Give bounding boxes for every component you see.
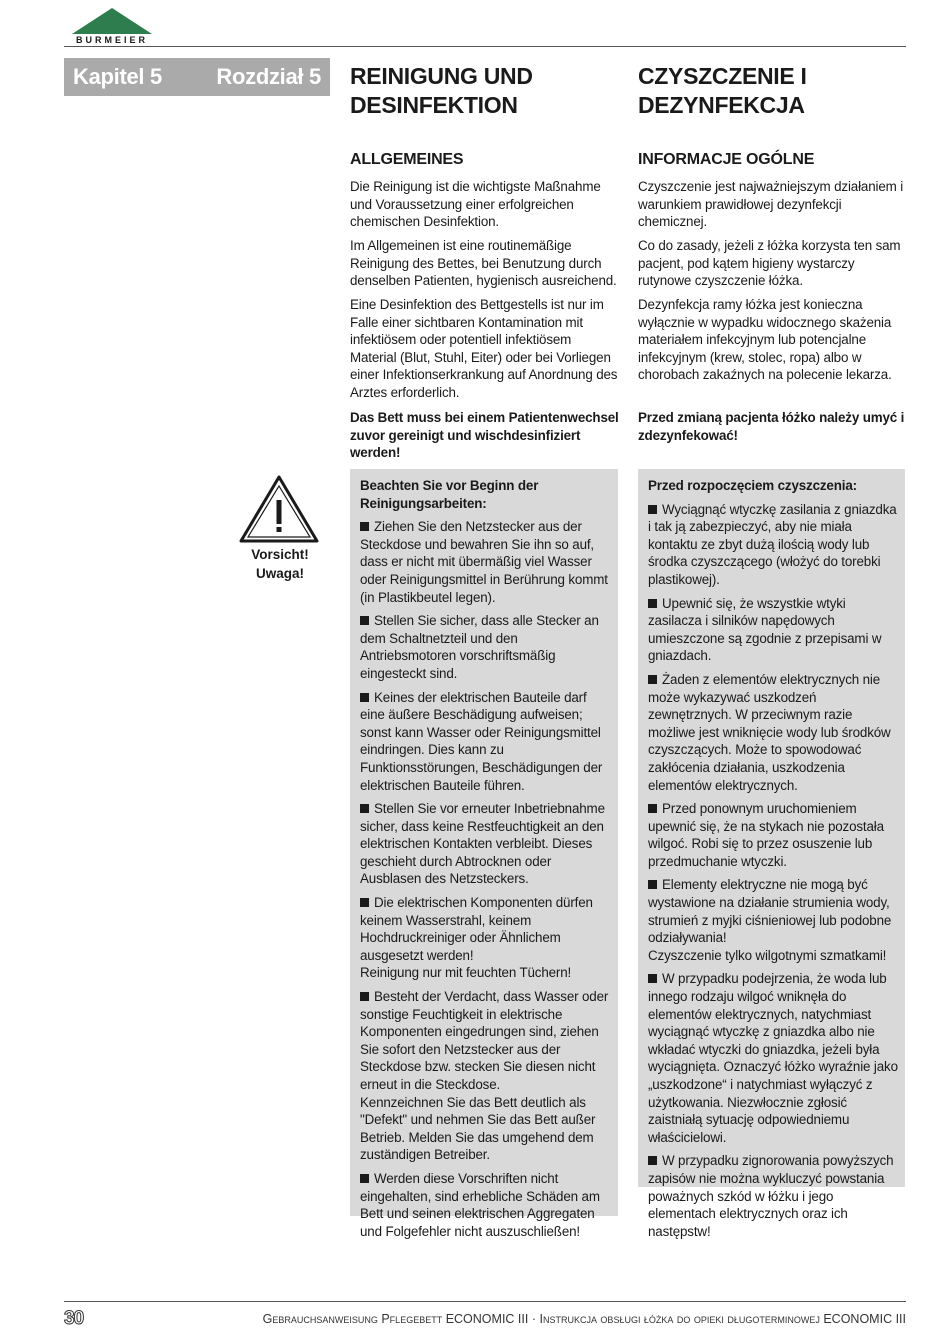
footer-manual-pl: Instrukcja obsługi łóżka do opieki długoterminowej (539, 1312, 820, 1326)
precautions-list-de (360, 518, 612, 1240)
bullet-square-icon (360, 616, 369, 625)
precaution-item-text: Keines der elektrischen Bauteile darf eine äußere Beschädigung aufweisen; sonst kann Wasser oder Reinigungsmittel eindringen. Dies kann zu Funktionsstörungen, Beschädigungen der elektrischen Bauteile führen. (360, 689, 603, 793)
bullet-square-icon (648, 599, 657, 608)
precaution-item-text: W przypadku podejrzenia, że woda lub innego rodzaju wilgoć wniknęła do elementów elektrycznych, natychmiast wyciągnąć wtyczkę z gniazdka albo nie wkładać wtyczki do gniazdka, jeżeli była wyciągnięta. Oznaczyć łóżko wyraźnie jako „uszkodzone“ i natychmiast wyłączyć z użytkowania. Niezwłocznie zgłosić zaistniałą sytuację odpowiedniemu właścicielowi. (648, 971, 898, 1145)
precaution-item-text: Ziehen Sie den Netzstecker aus der Steckdose und bewahren Sie ihn so auf, dass er nicht mit übermäßig viel Wasser oder Reinigungsmittel in Berührung kommt (in Plastikbeutel legen). (360, 519, 608, 605)
logo-roof-icon (68, 8, 156, 34)
bullet-square-icon (360, 804, 369, 813)
precaution-item-text: Elementy elektryczne nie mogą być wystawione na działanie strumienia wody, strumień z myjki ciśnieniowej lub podobne odziaływania! (648, 877, 892, 946)
bullet-square-icon (360, 1174, 369, 1183)
bullet-square-icon (360, 522, 369, 531)
bullet-square-icon (648, 505, 657, 514)
section-title-pl-line2: DEZYNFEKCJA (638, 92, 805, 118)
section-title-pl (638, 62, 908, 120)
precautions-box-pl (638, 469, 905, 1239)
paragraph-pl-2: Co do zasady, jeżeli z łóżka korzysta ten sam pacjent, pod kątem higieny wystarczy rutynowe czyszczenie łóżka. (638, 238, 901, 289)
section-title-de-line2: DESINFEKTION (350, 92, 518, 118)
precaution-item (648, 595, 900, 665)
precaution-item-text: W przypadku zignorowania powyższych zapisów nie można wykluczyć powstania poważnych szkód w łóżku i jego elementach elektrycznych oraz ich następstw! (648, 1153, 894, 1239)
precaution-item-text: Werden diese Vorschriften nicht eingehalten, sind erhebliche Schäden am Bett und seinen elektrischen Aggregaten und Folgefehler nicht auszuschließen! (360, 1170, 600, 1239)
footer-model-de: ECONOMIC III (445, 1312, 529, 1326)
precaution-item-text: Stellen Sie sicher, dass alle Stecker an dem Schaltnetzteil und den Antriebsmotoren vorschriftsmäßig eingesteckt sind. (360, 613, 599, 681)
precaution-item-text: Przed ponownym uruchomieniem upewnić się, że na stykach nie pozostała wilgoć. Robi się to przez osuszenie lub przedmuchanie wtyczki. (648, 801, 884, 869)
precaution-item (360, 612, 612, 682)
paragraph-de-3: Eine Desinfektion des Bettgestells ist nur im Falle einer sichtbaren Kontamination mit infektiösem oder potentiell infektiösem Material (Blut, Stuhl, Eiter) oder bei Vorliegen einer Infektionserkrankung auf Anordnung des Arztes erforderlich. (350, 297, 618, 400)
section-title-de-line1: REINIGUNG UND (350, 63, 533, 89)
footer-manual-de: Gebrauchsanweisung Pflegebett (262, 1312, 443, 1326)
footer-separator: · (531, 1312, 536, 1326)
burmeier-logo (68, 8, 156, 45)
bullet-square-icon (648, 1156, 657, 1165)
precaution-item-text: Żaden z elementów elektrycznych nie może wykazywać uszkodzeń zewnętrznych. W przeciwnym razie możliwe jest wniknięcie wody lub środków czyszczących. Może to spowodować zakłócenia działania, uszkodzenia elementów elektrycznych. (648, 671, 891, 793)
bullet-square-icon (648, 675, 657, 684)
precaution-item-text: Kennzeichnen Sie das Bett deutlich als "Defekt" und nehmen Sie das Bett außer Betrieb. Melden Sie das umgehend dem zuständigen Betreiber. (360, 1094, 596, 1163)
precaution-item (648, 970, 900, 1146)
precaution-item-text: Reinigung nur mit feuchten Tüchern! (360, 965, 572, 981)
paragraph-de-4: Das Bett muss bei einem Patientenwechsel zuvor gereinigt und wischdesinfiziert werden! (350, 410, 619, 461)
warning-triangle-icon (238, 474, 320, 549)
paragraph-de-1: Die Reinigung ist die wichtigste Maßnahme und Voraussetzung einer erfolgreichen chemischen Desinfektion. (350, 179, 601, 230)
precaution-item-text: Besteht der Verdacht, dass Wasser oder sonstige Feuchtigkeit in elektrische Komponenten eingedrungen sind, ziehen Sie sofort den Netzstecker aus der Steckdose bzw. stecken Sie diesen nicht erneut in die Steckdose. (360, 989, 609, 1092)
precaution-item (360, 800, 612, 888)
chapter-box (64, 58, 330, 96)
subtitle-de: ALLGEMEINES (350, 151, 464, 168)
bottom-divider (64, 1301, 906, 1302)
page-number: 30 (64, 1308, 84, 1329)
paragraph-pl-4: Przed zmianą pacjenta łóżko należy umyć i zdezynfekować! (638, 410, 905, 443)
subtitle-pl: INFORMACJE OGÓLNE (638, 151, 815, 168)
precaution-item (360, 1170, 612, 1240)
precautions-box-de (350, 469, 618, 1239)
paragraph-de-2: Im Allgemeinen ist eine routinemäßige Reinigung des Bettes, bei Benutzung durch denselben Patienten, hygienisch ausreichend. (350, 238, 617, 289)
bullet-square-icon (648, 974, 657, 983)
paragraph-pl-1: Czyszczenie jest najważniejszym działaniem i warunkiem prawidłowej dezynfekcji chemicznej. (638, 179, 904, 230)
precaution-item (360, 689, 612, 795)
paragraph-pl-3: Dezynfekcja ramy łóżka jest konieczna wyłącznie w wypadku widocznego skażenia materiałem infekcyjnym lub potencjalne infekcyjnym (krew, stolec, ropa) albo w chorobach zakaźnych na polecenie lekarza. (638, 297, 892, 383)
chapter-label-de: Kapitel 5 (73, 64, 162, 89)
section-title-de (350, 62, 620, 120)
chapter-label-pl: Rozdział 5 (216, 64, 321, 89)
warning-label (230, 545, 330, 583)
precaution-item (648, 800, 900, 870)
warning-label-pl: Uwaga! (255, 566, 304, 581)
precaution-item (648, 671, 900, 794)
precaution-item-text: Upewnić się, że wszystkie wtyki zasilacza i silników napędowych umieszczone są zgodnie z przepisami w gniazdach. (648, 595, 882, 664)
precautions-list-pl (648, 501, 900, 1241)
precaution-item-text: Wyciągnąć wtyczkę zasilania z gniazdka i tak ją zabezpieczyć, aby nie miała kontaktu ze zbyt dużą ilością wody lub środka czyszczącego (włożyć do torebki plastikowej). (648, 501, 897, 587)
brand-name: BURMEIER (75, 35, 148, 45)
precaution-item (648, 876, 900, 964)
bullet-square-icon (648, 880, 657, 889)
bullet-square-icon (648, 804, 657, 813)
precaution-item (648, 501, 900, 589)
precaution-item (360, 518, 612, 606)
bullet-square-icon (360, 992, 369, 1001)
precaution-item-text: Die elektrischen Komponenten dürfen keinem Wasserstrahl, keinem Hochdruckreiniger oder Ähnlichem ausgesetzt werden! (360, 895, 593, 963)
precautions-title-de: Beachten Sie vor Beginn der Reinigungsarbeiten: (360, 478, 539, 511)
precautions-title-pl: Przed rozpoczęciem czyszczenia: (648, 478, 857, 493)
footer-model-pl: ECONOMIC III (823, 1312, 906, 1326)
bullet-square-icon (360, 898, 369, 907)
precaution-item-text: Stellen Sie vor erneuter Inbetriebnahme sicher, dass keine Restfeuchtigkeit an den elektrischen Kontakten verbleibt. Dieses geschieht durch Abtrocknen oder Ausblasen des Netzsteckers. (360, 801, 605, 887)
bullet-square-icon (360, 693, 369, 702)
precaution-item (360, 988, 612, 1164)
warning-label-de: Vorsicht! (251, 547, 309, 562)
precaution-item (360, 894, 612, 982)
precaution-item-text: Czyszczenie tylko wilgotnymi szmatkami! (648, 947, 887, 963)
top-divider (64, 46, 906, 47)
footer-text (248, 1312, 906, 1326)
precaution-item (648, 1152, 900, 1240)
section-title-pl-line1: CZYSZCZENIE I (638, 63, 807, 89)
